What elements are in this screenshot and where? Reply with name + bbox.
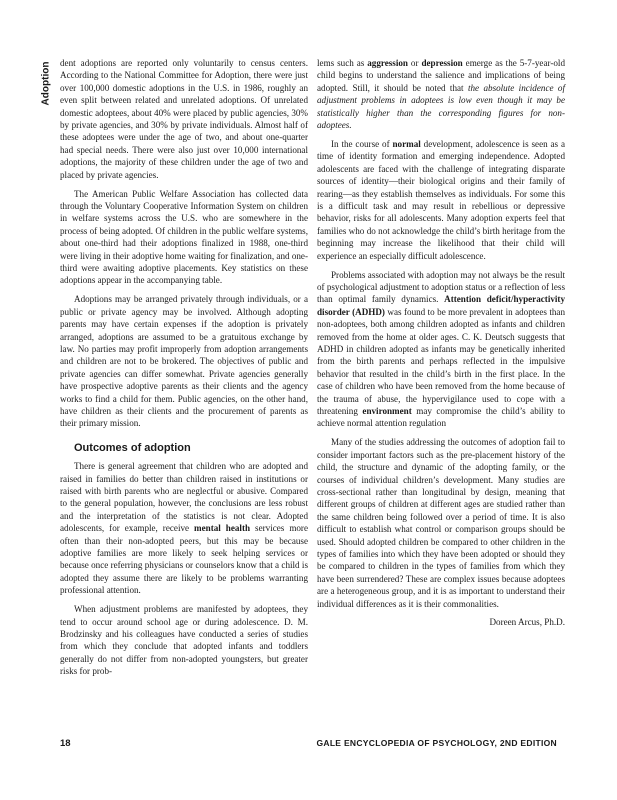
left-column [60, 57, 308, 684]
term-link[interactable]: Attention deficit/hyperactivity disorder (ADHD) [317, 294, 566, 317]
italic-note: the absolute incidence of adjustment problems in adoptees is low even though it may be statistically higher than the corresponding figures for non-adoptees. [317, 82, 565, 131]
book-title: GALE ENCYCLOPEDIA OF PSYCHOLOGY, 2ND EDITION [316, 738, 557, 748]
paragraph: Many of the studies addressing the outcomes of adoption fail to consider important factors such as the pre-placement history of the child, the structure and dynamic of the adopting family, or the courses of individual children’s development. Many studies are cross-sectional rather than longitudinal by design, meaning that different groups of children at different ages are studied rather than the same children being followed over a period of time. It is also difficult to establish what control or comparison groups should be used. Should adopted children be compared to other children in the types of families into which they have been adopted or should they be compared to children in the types of families from which they have been surrendered? These are complex issues because adoptees are a heterogeneous group, and it is as important to understand their individual differences as it is their commonalities. [317, 437, 565, 609]
paragraph: lems such as aggression or depression emerge as the 5-7-year-old child begins to understand the salience and implications of being adopted. Still, it should be noted that the absolute incidence of adjustment problems in adoptees is low even though it may be statistically higher than the corresponding figures for non-adoptees. [317, 58, 565, 131]
section-heading: Outcomes of adoption [74, 441, 191, 454]
term-link[interactable]: mental health [194, 523, 251, 534]
side-section-label: Adoption [40, 61, 52, 106]
paragraph: The American Public Welfare Association has collected data through the Voluntary Cooperative Information System on children in welfare systems across the U.S. who are somewhere in the process of being adopted. Of children in the public welfare systems, about one-third had their adoptions finalized in 1988, one-third were living in their adoptive home waiting for finalization, and one-third were awaiting adoptive placements. Key statistics on these adoptions appear in the accompanying table. [60, 188, 308, 286]
paragraph: There is general agreement that children who are adopted and raised in families do better than children raised in institutions or raised with birth parents who are neglectful or abusive. Compared to the general population, however, the conclusions are less robust and the interpretation of the statistics is not clear. Adopted adolescents, for example, receive mental health services more often than their non-adopted peers, but this may be because adoptive families are more likely to seek helping services or because once referring physicians or counselors know that a child is adopted they assume there are likely to be problems warranting professional attention. [60, 461, 308, 596]
paragraph: When adjustment problems are manifested by adoptees, they tend to occur around school age or during adolescence. D. M. Brodzinsky and his colleagues have conducted a series of studies from which they conclude that adopted infants and toddlers generally do not differ from non-adopted youngsters, but greater risks for prob- [60, 604, 308, 677]
right-column [317, 57, 565, 635]
term-link[interactable]: depression [421, 58, 463, 68]
term-link[interactable]: normal [392, 138, 421, 149]
paragraph: In the course of normal development, adolescence is seen as a time of identity formation and emerging independence. Adopted adolescents are faced with the challenge of integrating disparate sources of identity—their biological origins and their family of rearing—as they establish themselves as individuals. For some this is a difficult task and may result in rebellious or depressive behavior, risks for all adolescents. Many adoption experts feel that families who do not acknowledge the child’s birth heritage from the beginning may increase the likelihood that their child will experience an especially difficult adolescence. [317, 138, 565, 261]
author-signature: Doreen Arcus, Ph.D. [489, 617, 565, 628]
paragraph: dent adoptions are reported only voluntarily to census centers. According to the National Committee for Adoption, there were just over 100,000 domestic adoptions in the U.S. in 1986, roughly an even split between related and unrelated adoptions. Of unrelated domestic adoptees, about 40% were placed by public agencies, 30% by private agencies, and 30% by private individuals. Almost half of these adoptees were under the age of two, and about one-quarter had special needs. There were also just over 10,000 international adoptions, the majority of these children under the age of two and placed by private agencies. [60, 58, 308, 180]
page-number: 18 [60, 738, 71, 749]
side-section-tab [36, 62, 56, 106]
paragraph: Adoptions may be arranged privately through individuals, or a public or private agency may be involved. Although adopting parents may have certain expenses if the adoption is privately arranged, adoptions are assumed to be a gratuitous exchange by law. No parties may profit improperly from adoption arrangements and children are not to be brokered. The objectives of public and private agencies can differ somewhat. Private agencies generally have prospective adoptive parents as their clients and the agency works to find a child for them. Public agencies, on the other hand, have children as their clients and the procurement of parents as their primary mission. [60, 294, 308, 429]
term-link[interactable]: environment [362, 405, 412, 416]
paragraph: Problems associated with adoption may not always be the result of psychological adjustment to adoption status or a reflection of less than optimal family dynamics. Attention deficit/hyperactivity disorder (ADHD) was found to be more prevalent in adoptees than non-adoptees, both among children adopted as infants and children removed from the home at older ages. C. K. Deutsch suggests that ADHD in children adopted as infants may be genetically inherited from the birth parents and perhaps reflected in the impulsive behavior that resulted in the child’s birth in the first place. In the case of children who have been removed from the home because of the trauma of abuse, the hypervigilance used to cope with a threatening environment may compromise the child’s ability to achieve normal attention regulation [317, 269, 566, 429]
term-link[interactable]: aggression [367, 58, 408, 68]
